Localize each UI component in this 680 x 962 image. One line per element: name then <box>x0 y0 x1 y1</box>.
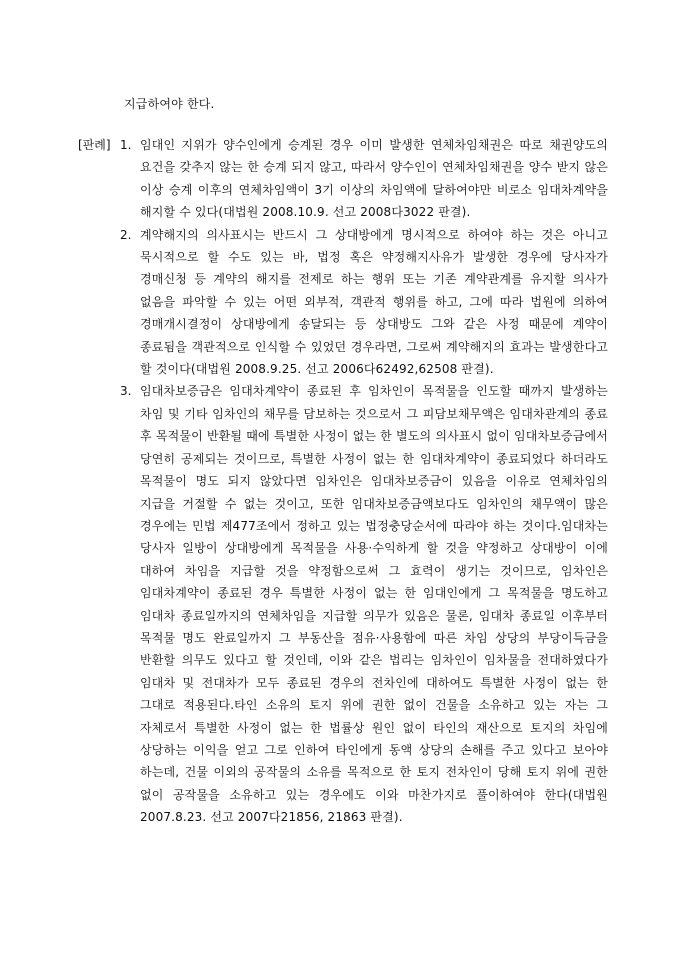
case-item-3 <box>78 380 608 828</box>
item-number: 2. <box>120 227 132 242</box>
item-text: 계약해지의 의사표시는 반드시 그 상대방에게 명시적으로 하여야 하는 것은 아니고 묵시적으로 할 수도 있는 바, 법정 혹은 약정해지사유가 발생한 경우에 당사자가 경매신청 등 계약의 해지를 전제로 하는 행위 또는 기존 계약관계를 유지할 의사가 없음을 파악할 수 있는 어떤 외부적, 객관적 행위를 하고, 그에 따라 법원에 의하여 경매개시결정이 상대방에게 송달되는 등 상대방도 그와 같은 사정 때문에 계약이 종료됨을 객관적으로 인식할 수 있었던 경우라면, 그로써 계약해지의 효과는 발생한다고 할 것이다(대법원 2008.9.25. 선고 2006다62492,62508 판결). <box>140 227 609 377</box>
intro-text: 지급하여야 한다. <box>124 97 215 111</box>
section-label: [판례] <box>78 138 111 152</box>
item-text: 임대차보증금은 임대차계약이 종료된 후 임차인이 목적물을 인도할 때까지 발생하는 차임 및 기타 임차인의 채무를 담보하는 것으로서 그 피담보채무액은 임대차관계의 종료 후 목적물이 반환될 때에 특별한 사정이 없는 한 별도의 의사표시 없이 임대차보증금에서 당연히 공제되는 것이므로, 특별한 사정이 없는 한 임대차계약이 종료되었다 하더라도 목적물이 명도 되지 않았다면 임차인은 임대차보증금이 있음을 이유로 연체차임의 지급을 거절할 수 없는 것이고, 또한 임대차보증금액보다도 임차인의 채무액이 많은 경우에는 민법 제477조에서 정하고 있는 법정충당순서에 따라야 하는 것이다.임대차는 당사자 일방이 상대방에게 목적물을 사용·수익하게 할 것을 약정하고 상대방이 이에 대하여 차임을 지급할 것을 약정함으로써 그 효력이 생기는 것이므로, 임차인은 임대차계약이 종료된 경우 특별한 사정이 없는 한 임대인에게 그 목적물을 명도하고 임대차 종료일까지의 연체차임을 지급할 의무가 있음은 물론, 임대차 종료일 이후부터 목적물 명도 완료일까지 그 부동산을 점유·사용함에 따른 차임 상당의 부당이득금을 반환할 의무도 있다고 할 것인데, 이와 같은 법리는 임차인이 임차물을 전대하였다가 임대차 및 전대차가 모두 종료된 경우의 전차인에 대하여도 특별한 사정이 없는 한 그대로 적용된다.타인 소유의 토지 위에 권한 없이 건물을 소유하고 있는 자는 그 자체로서 특별한 사정이 없는 한 법률상 원인 없이 타인의 재산으로 토지의 차임에 상당하는 이익을 얻고 그로 인하여 타인에게 동액 상당의 손해를 주고 있다고 보아야 하는데, 건물 이외의 공작물의 소유를 목적으로 한 토지 전차인이 당해 토지 위에 권한 없이 공작물을 소유하고 있는 경우에도 이와 마찬가지로 풀이하여야 한다(대법원 2007.8.23. 선고 2007다21856, 21863 판결). <box>140 384 608 825</box>
case-law-section <box>78 134 608 829</box>
case-item-2 <box>78 224 608 381</box>
item-text: 임대인 지위가 양수인에게 승계된 경우 이미 발생한 연체차임채권은 따로 채권양도의 요건을 갖추지 않는 한 승계 되지 않고, 따라서 양수인이 연체차임채권을 양수 받지 않은 이상 승계 이후의 연체차임액이 3기 이상의 차임액에 달하여야만 비로소 임대차계약을 해지할 수 있다(대법원 2008.10.9. 선고 2008다3022 판결). <box>140 138 608 220</box>
case-item-1 <box>78 134 608 224</box>
item-number: 3. <box>120 384 132 399</box>
item-number: 1. <box>120 138 132 152</box>
